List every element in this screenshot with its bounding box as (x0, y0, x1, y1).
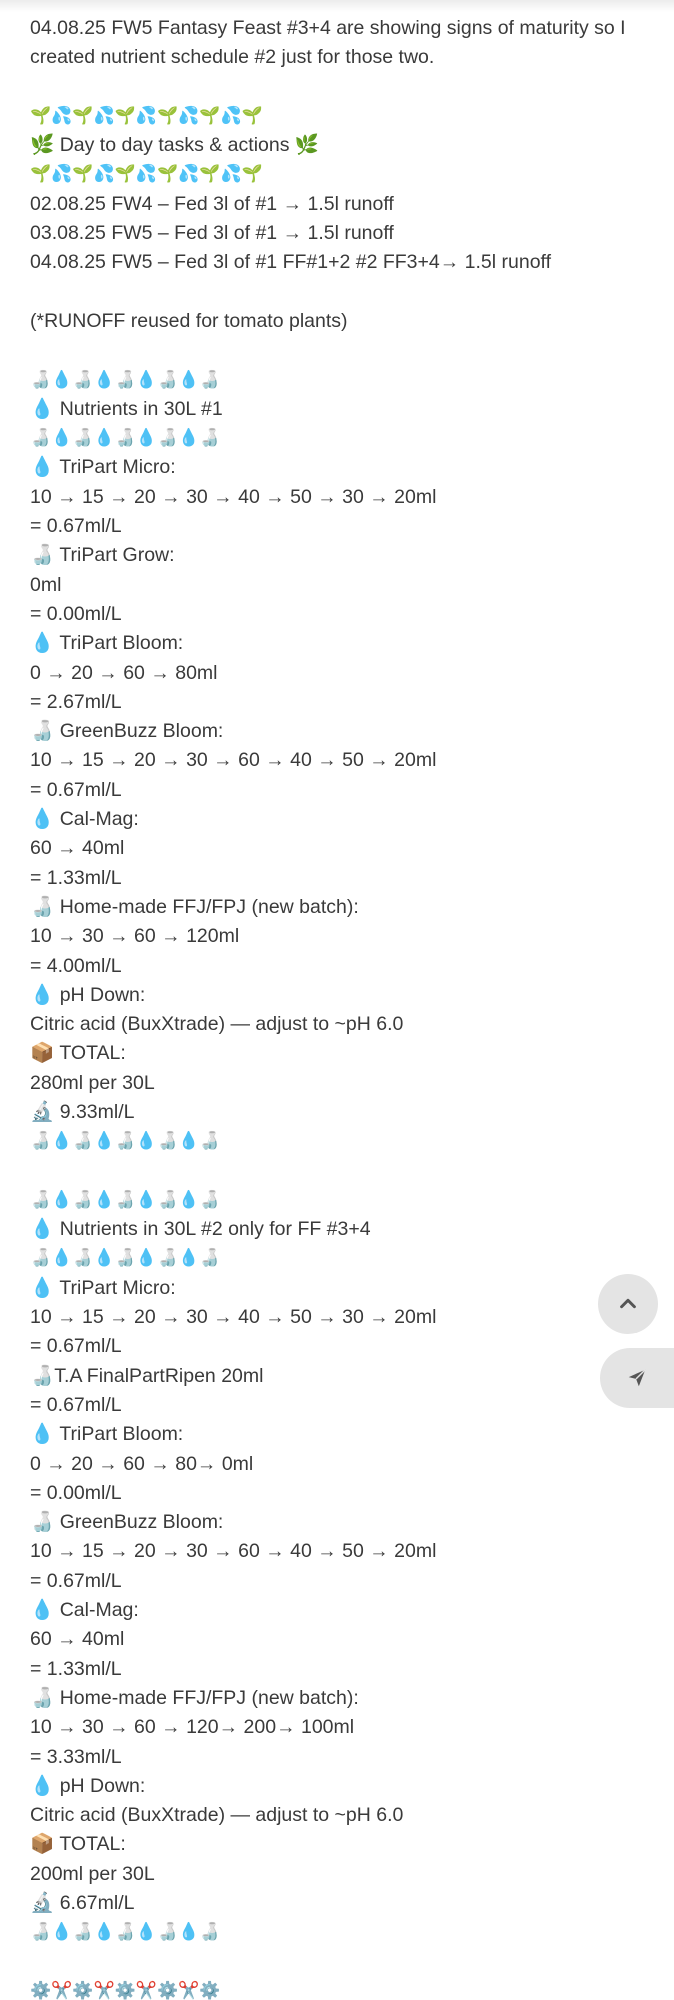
top-shadow-bar (0, 0, 674, 12)
nutrient-line: = 4.00ml/L (30, 954, 122, 977)
nutrient-line: = 0.00ml/L (30, 1481, 122, 1504)
task-line: 03.08.25 FW5 – Fed 3l of #1 → 1.5l runoff (30, 222, 394, 245)
nutrient-line: 💧 Cal-Mag: (30, 808, 139, 831)
nutrient-line: 🍶 GreenBuzz Bloom: (30, 1511, 224, 1534)
tasks-border-top: 🌱💦🌱💦🌱💦🌱💦🌱💦🌱 (30, 105, 263, 126)
task-line: 04.08.25 FW5 – Fed 3l of #1 FF#1+2 #2 FF3+4→ 1.5l runoff (30, 251, 552, 274)
spacer (30, 73, 650, 102)
schedule2-list (30, 1274, 650, 1919)
nutrient-line: 🔬 6.67ml/L (30, 1892, 135, 1914)
nutrient-line: Citric acid (BuxXtrade) — adjust to ~pH 6.0 (30, 1013, 404, 1036)
share-button[interactable] (600, 1348, 674, 1408)
intro-text: 04.08.25 FW5 Fantasy Feast #3+4 are showing signs of maturity so I created nutrient schedule #2 just for those two. (30, 17, 626, 69)
nutrient-line: = 2.67ml/L (30, 690, 122, 713)
nutrient-line: 💧 TriPart Bloom: (30, 1423, 184, 1446)
nutrient-line: = 1.33ml/L (30, 866, 122, 889)
paper-plane-icon (626, 1367, 648, 1389)
schedule1-border-mid: 🍶💧🍶💧🍶💧🍶💧🍶 (30, 428, 221, 449)
nutrient-line: 200ml per 30L (30, 1862, 155, 1885)
scroll-to-top-button[interactable] (598, 1274, 658, 1334)
schedule2-heading: 💧 Nutrients in 30L #2 only for FF #3+4 (30, 1218, 371, 1241)
nutrient-line: 💧 pH Down: (30, 1774, 146, 1797)
nutrient-line: 🍶 Home-made FFJ/FPJ (new batch): (30, 1686, 359, 1709)
nutrient-line: = 0.67ml/L (30, 515, 122, 538)
nutrient-line: 10 → 15 → 20 → 30 → 40 → 50 → 30 → 20ml (30, 1306, 437, 1329)
nutrient-line: 💧 Cal-Mag: (30, 1599, 139, 1622)
nutrient-line: 🍶 GreenBuzz Bloom: (30, 720, 224, 743)
task-line: 02.08.25 FW4 – Fed 3l of #1 → 1.5l runoff (30, 192, 394, 215)
nutrient-line: 📦 TOTAL: (30, 1042, 126, 1065)
post-body (30, 14, 650, 2000)
nutrient-line: 💧 TriPart Micro: (30, 456, 176, 479)
nutrient-line: = 3.33ml/L (30, 1745, 122, 1768)
nutrient-line: 10 → 15 → 20 → 30 → 40 → 50 → 30 → 20ml (30, 485, 437, 508)
nutrient-line: 0 → 20 → 60 → 80→ 0ml (30, 1452, 254, 1475)
nutrient-line: 0ml (30, 573, 62, 596)
nutrient-line: 🍶T.A FinalPartRipen 20ml (30, 1364, 264, 1387)
runoff-note: (*RUNOFF reused for tomato plants) (30, 309, 348, 332)
nutrient-line: = 1.33ml/L (30, 1657, 122, 1680)
nutrient-line: 📦 TOTAL: (30, 1833, 126, 1856)
tools-border: ⚙️✂️⚙️✂️⚙️✂️⚙️✂️⚙️ (30, 1980, 221, 2000)
schedule1-border-top: 🍶💧🍶💧🍶💧🍶💧🍶 (30, 369, 221, 390)
nutrient-line: 🔬 9.33ml/L (30, 1100, 135, 1123)
spacer (30, 1157, 650, 1186)
spacer (30, 278, 650, 307)
nutrient-line: = 0.67ml/L (30, 778, 122, 801)
nutrient-line: Citric acid (BuxXtrade) — adjust to ~pH 6.0 (30, 1804, 404, 1827)
nutrient-line: 🍶 TriPart Grow: (30, 544, 175, 567)
schedule2-border-mid: 🍶💧🍶💧🍶💧🍶💧🍶 (30, 1248, 221, 1269)
tasks-border-bottom: 🌱💦🌱💦🌱💦🌱💦🌱💦🌱 (30, 164, 263, 185)
nutrient-line: = 0.00ml/L (30, 602, 122, 625)
nutrient-line: 💧 TriPart Micro: (30, 1276, 176, 1299)
schedule1-list (30, 453, 650, 1127)
nutrient-line: 60 → 40ml (30, 1628, 125, 1651)
schedule1-border-bottom: 🍶💧🍶💧🍶💧🍶💧🍶 (30, 1131, 221, 1152)
nutrient-line: 🍶 Home-made FFJ/FPJ (new batch): (30, 895, 359, 918)
nutrient-line: 0 → 20 → 60 → 80ml (30, 661, 218, 684)
tasks-heading: 🌿 Day to day tasks & actions 🌿 (30, 134, 320, 157)
nutrient-line: = 0.67ml/L (30, 1335, 122, 1358)
nutrient-line: 280ml per 30L (30, 1071, 155, 1094)
nutrient-line: 10 → 30 → 60 → 120ml (30, 925, 240, 948)
chevron-up-icon (617, 1293, 639, 1315)
schedule2-border-bottom: 🍶💧🍶💧🍶💧🍶💧🍶 (30, 1922, 221, 1943)
nutrient-line: 💧 TriPart Bloom: (30, 632, 184, 655)
spacer (30, 336, 650, 365)
nutrient-line: 10 → 15 → 20 → 30 → 60 → 40 → 50 → 20ml (30, 749, 437, 772)
nutrient-line: = 0.67ml/L (30, 1393, 122, 1416)
nutrient-line: 💧 pH Down: (30, 983, 146, 1006)
nutrient-line: = 0.67ml/L (30, 1569, 122, 1592)
nutrient-line: 10 → 30 → 60 → 120→ 200→ 100ml (30, 1716, 355, 1739)
schedule2-border-top: 🍶💧🍶💧🍶💧🍶💧🍶 (30, 1189, 221, 1210)
spacer (30, 1948, 650, 1977)
schedule1-heading: 💧 Nutrients in 30L #1 (30, 397, 223, 420)
nutrient-line: 60 → 40ml (30, 837, 125, 860)
nutrient-line: 10 → 15 → 20 → 30 → 60 → 40 → 50 → 20ml (30, 1540, 437, 1563)
